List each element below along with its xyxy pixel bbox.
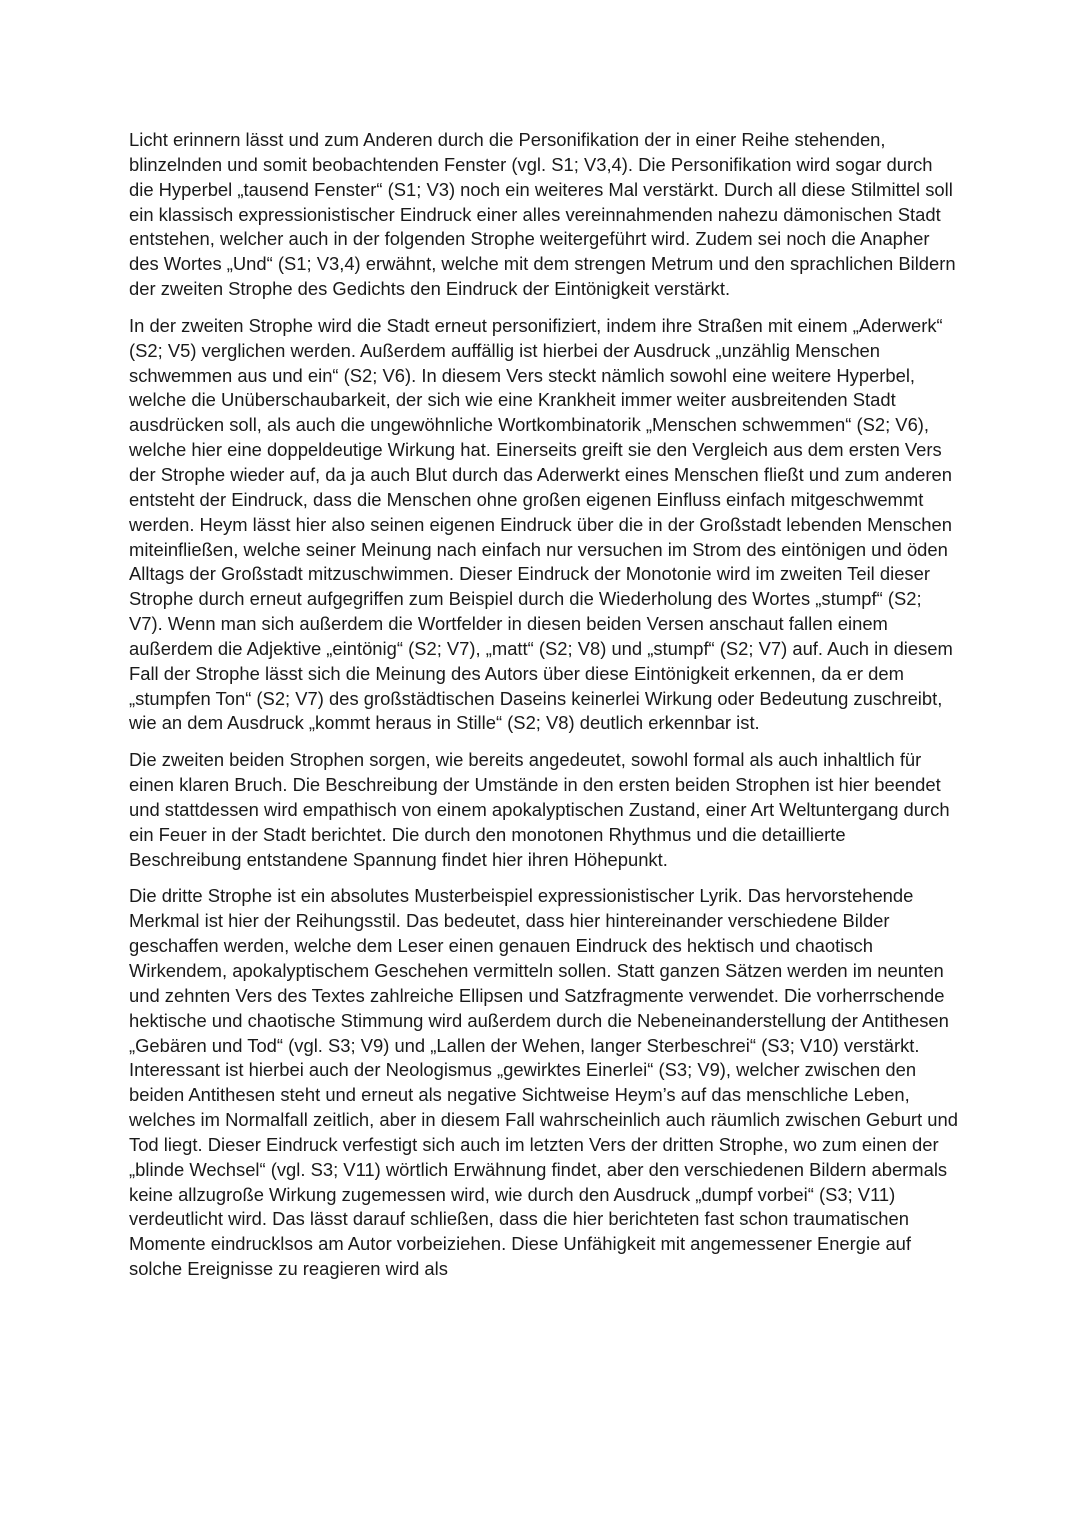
document-body — [129, 128, 959, 1294]
paragraph-1: Licht erinnern lässt und zum Anderen durch die Personifikation der in einer Reihe stehenden, blinzelnden und somit beobachtenden Fenster (vgl. S1; V3,4). Die Personifikation wird sogar durch die Hyperbel „tausend Fenster“ (S1; V3) noch ein weiteres Mal verstärkt. Durch all diese Stilmittel soll ein klassisch expressionistischer Eindruck einer alles vereinnahmenden nahezu dämonischen Stadt entstehen, welcher auch in der folgenden Strophe weitergeführt wird. Zudem sei noch die Anapher des Wortes „Und“ (S1; V3,4) erwähnt, welche mit dem strengen Metrum und den sprachlichen Bildern der zweiten Strophe des Gedichts den Eindruck der Eintönigkeit verstärkt. — [129, 129, 956, 300]
paragraph-2: In der zweiten Strophe wird die Stadt erneut personifiziert, indem ihre Straßen mit einem „Aderwerk“ (S2; V5) verglichen werden. Außerdem auffällig ist hierbei der Ausdruck „unzählig Menschen schwemmen aus und ein“ (S2; V6). In diesem Vers steckt nämlich sowohl eine weitere Hyperbel, welche die Unüberschaubarkeit, der sich wie eine Krankheit immer weiter ausbreitenden Stadt ausdrücken soll, als auch die ungewöhnliche Wortkombinatorik „Menschen schwemmen“ (S2; V6), welche hier eine doppeldeutige Wirkung hat. Einerseits greift sie den Vergleich aus dem ersten Vers der Strophe wieder auf, da ja auch Blut durch das Aderwerkt eines Menschen fließt und zum anderen entsteht der Eindruck, dass die Menschen ohne großen eigenen Einfluss einfach mitgeschwemmt werden. Heym lässt hier also seinen eigenen Eindruck über die in der Großstadt lebenden Menschen miteinfließen, welche seiner Meinung nach einfach nur versuchen im Strom des eintönigen und öden Alltags der Großstadt mitzuschwimmen. Dieser Eindruck der Monotonie wird im zweiten Teil dieser Strophe durch erneut aufgegriffen zum Beispiel durch die Wiederholung des Wortes „stumpf“ (S2; V7). Wenn man sich außerdem die Wortfelder in diesen beiden Versen anschaut fallen einem außerdem die Adjektive „eintönig“ (S2; V7), „matt“ (S2; V8) und „stumpf“ (S2; V7) auf. Auch in diesem Fall der Strophe lässt sich die Meinung des Autors über diese Eintönigkeit erkennen, da er dem „stumpfen Ton“ (S2; V7) des großstädtischen Daseins keinerlei Wirkung oder Bedeutung zuschreibt, wie an dem Ausdruck „kommt heraus in Stille“ (S2; V8) deutlich erkennbar ist. — [129, 314, 953, 734]
paragraph-4: Die dritte Strophe ist ein absolutes Musterbeispiel expressionistischer Lyrik. Das hervorstehende Merkmal ist hier der Reihungsstil. Das bedeutet, dass hier hintereinander verschiedene Bilder geschaffen werden, welche dem Leser einen genauen Eindruck des hektisch und chaotisch Wirkendem, apokalyptischem Geschehen vermitteln sollen. Statt ganzen Sätzen werden im neunten und zehnten Vers des Textes zahlreiche Ellipsen und Satzfragmente verwendet. Die vorherrschende hektische und chaotische Stimmung wird außerdem durch die Nebeneinanderstellung der Antithesen „Gebären und Tod“ (vgl. S3; V9) und „Lallen der Wehen, langer Sterbeschrei“ (S3; V10) verstärkt. Interessant ist hierbei auch der Neologismus „gewirktes Einerlei“ (S3; V9), welcher zwischen den beiden Antithesen steht und erneut als negative Sichtweise Heym’s auf das menschliche Leben, welches im Normalfall zeitlich, aber in diesem Fall wahrscheinlich auch räumlich zwischen Geburt und Tod liegt. Dieser Eindruck verfestigt sich auch im letzten Vers der dritten Strophe, wo zum einen der „blinde Wechsel“ (vgl. S3; V11) wörtlich Erwähnung findet, aber den verschiedenen Bildern abermals keine allzugroße Wirkung zugemessen wird, wie durch den Ausdruck „dumpf vorbei“ (S3; V11) verdeutlicht wird. Das lässt darauf schließen, dass die hier berichteten fast schon traumatischen Momente eindrucklsos am Autor vorbeiziehen. Diese Unfähigkeit mit angemessener Energie auf solche Ereignisse zu reagieren wird als — [129, 885, 958, 1280]
paragraph-3: Die zweiten beiden Strophen sorgen, wie bereits angedeutet, sowohl formal als auch inhaltlich für einen klaren Bruch. Die Beschreibung der Umstände in den ersten beiden Strophen ist hier beendet und stattdessen wird empathisch von einem apokalyptischen Zustand, einer Art Weltuntergang durch ein Feuer in der Stadt berichtet. Die durch den monotonen Rhythmus und die detaillierte Beschreibung entstandene Spannung findet hier ihren Höhepunkt. — [129, 749, 950, 870]
